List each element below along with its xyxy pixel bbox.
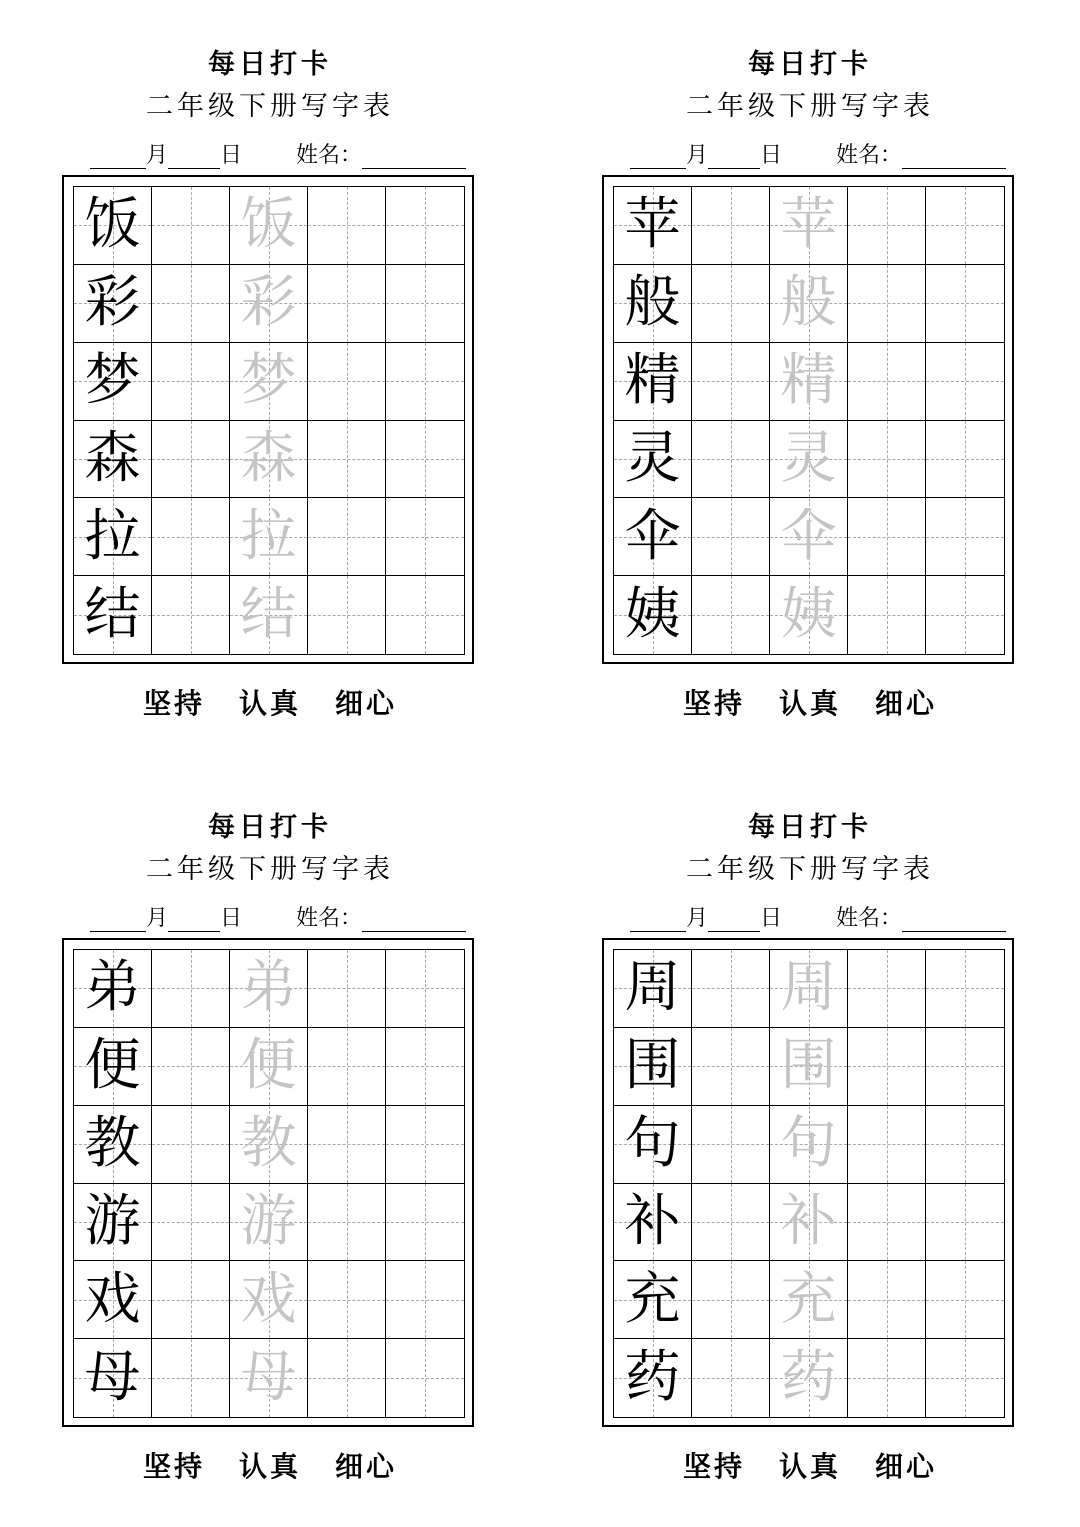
day-label: 日 xyxy=(760,143,783,168)
trace-character: 苹 xyxy=(780,192,837,258)
writing-cell[interactable] xyxy=(692,1184,770,1262)
name-blank[interactable] xyxy=(902,909,1006,932)
model-cell xyxy=(614,1106,692,1184)
trace-character: 药 xyxy=(780,1345,837,1411)
model-cell xyxy=(74,576,152,654)
trace-character: 游 xyxy=(240,1188,297,1254)
month-label: 月 xyxy=(146,143,169,168)
writing-cell[interactable] xyxy=(926,421,1004,499)
writing-cell[interactable] xyxy=(152,1184,230,1262)
writing-cell[interactable] xyxy=(308,498,386,576)
trace-character: 结 xyxy=(240,582,297,648)
writing-cell[interactable] xyxy=(386,1028,464,1106)
motto-item: 认真 xyxy=(778,687,841,720)
model-character: 苹 xyxy=(624,192,681,258)
trace-character: 教 xyxy=(240,1111,297,1177)
motto xyxy=(540,1445,1080,1485)
model-character: 补 xyxy=(624,1188,681,1254)
model-character: 姨 xyxy=(624,582,681,648)
writing-cell[interactable] xyxy=(308,1184,386,1262)
writing-cell[interactable] xyxy=(848,950,926,1028)
model-cell xyxy=(74,1106,152,1184)
model-character: 伞 xyxy=(624,503,681,569)
writing-cell[interactable] xyxy=(386,265,464,343)
model-cell xyxy=(74,343,152,421)
writing-cell[interactable] xyxy=(386,1106,464,1184)
writing-cell[interactable] xyxy=(926,950,1004,1028)
writing-cell[interactable] xyxy=(308,1261,386,1339)
model-character: 梦 xyxy=(84,348,141,414)
day-label: 日 xyxy=(760,906,783,931)
motto xyxy=(540,682,1080,722)
writing-cell[interactable] xyxy=(848,498,926,576)
model-cell xyxy=(74,187,152,265)
motto-item: 坚持 xyxy=(682,1450,745,1483)
card-title: 每日打卡 xyxy=(208,49,332,80)
trace-cell[interactable] xyxy=(770,576,848,654)
trace-character: 弟 xyxy=(240,955,297,1021)
writing-cell[interactable] xyxy=(848,576,926,654)
writing-cell[interactable] xyxy=(152,265,230,343)
model-cell xyxy=(74,1028,152,1106)
writing-cell[interactable] xyxy=(152,1028,230,1106)
practice-card-3 xyxy=(0,763,540,1526)
trace-character: 便 xyxy=(240,1033,297,1099)
card-subtitle: 二年级下册写字表 xyxy=(146,854,394,885)
motto-item: 细心 xyxy=(875,687,938,720)
writing-cell[interactable] xyxy=(152,1339,230,1417)
writing-cell[interactable] xyxy=(386,1184,464,1262)
month-blank[interactable] xyxy=(630,909,686,932)
writing-cell[interactable] xyxy=(308,265,386,343)
trace-character: 灵 xyxy=(780,425,837,491)
writing-cell[interactable] xyxy=(692,1261,770,1339)
trace-character: 伞 xyxy=(780,503,837,569)
day-blank[interactable] xyxy=(708,146,760,169)
model-character: 戏 xyxy=(84,1266,141,1332)
writing-cell[interactable] xyxy=(848,1184,926,1262)
writing-cell[interactable] xyxy=(926,498,1004,576)
writing-grid xyxy=(613,949,1005,1418)
model-cell xyxy=(614,343,692,421)
writing-cell[interactable] xyxy=(926,265,1004,343)
writing-cell[interactable] xyxy=(386,576,464,654)
model-cell xyxy=(614,265,692,343)
card-title: 每日打卡 xyxy=(748,49,872,80)
model-character: 彩 xyxy=(84,270,141,336)
motto-item: 坚持 xyxy=(682,687,745,720)
model-character: 精 xyxy=(624,348,681,414)
writing-cell[interactable] xyxy=(386,950,464,1028)
writing-cell[interactable] xyxy=(152,498,230,576)
month-label: 月 xyxy=(686,143,709,168)
writing-cell[interactable] xyxy=(152,421,230,499)
trace-cell[interactable] xyxy=(770,421,848,499)
card-subtitle: 二年级下册写字表 xyxy=(686,91,934,122)
trace-cell[interactable] xyxy=(230,1028,308,1106)
model-cell xyxy=(614,576,692,654)
motto-item: 细心 xyxy=(875,1450,938,1483)
motto-item: 认真 xyxy=(778,1450,841,1483)
card-title: 每日打卡 xyxy=(748,812,872,843)
writing-grid xyxy=(73,186,465,655)
writing-cell[interactable] xyxy=(308,1339,386,1417)
trace-character: 姨 xyxy=(780,582,837,648)
month-label: 月 xyxy=(146,906,169,931)
model-cell xyxy=(74,421,152,499)
model-character: 拉 xyxy=(84,503,141,569)
writing-cell[interactable] xyxy=(386,343,464,421)
writing-cell[interactable] xyxy=(848,1261,926,1339)
day-blank[interactable] xyxy=(168,146,220,169)
trace-cell[interactable] xyxy=(230,1106,308,1184)
model-cell xyxy=(74,265,152,343)
writing-grid xyxy=(613,186,1005,655)
trace-cell[interactable] xyxy=(770,1106,848,1184)
writing-cell[interactable] xyxy=(308,421,386,499)
writing-grid-frame xyxy=(62,938,474,1427)
writing-grid xyxy=(73,949,465,1418)
writing-cell[interactable] xyxy=(692,265,770,343)
model-character: 饭 xyxy=(84,192,141,258)
writing-cell[interactable] xyxy=(386,421,464,499)
trace-cell[interactable] xyxy=(770,265,848,343)
writing-cell[interactable] xyxy=(386,498,464,576)
motto-item: 认真 xyxy=(238,1450,301,1483)
trace-cell[interactable] xyxy=(770,1339,848,1417)
model-cell xyxy=(614,1261,692,1339)
trace-character: 戏 xyxy=(240,1266,297,1332)
trace-cell[interactable] xyxy=(770,950,848,1028)
trace-character: 句 xyxy=(780,1111,837,1177)
trace-cell[interactable] xyxy=(230,187,308,265)
trace-character: 森 xyxy=(240,425,297,491)
card-subtitle: 二年级下册写字表 xyxy=(146,91,394,122)
writing-cell[interactable] xyxy=(152,1261,230,1339)
writing-cell[interactable] xyxy=(152,1106,230,1184)
writing-grid-frame xyxy=(602,175,1014,664)
trace-cell[interactable] xyxy=(770,343,848,421)
writing-cell[interactable] xyxy=(692,950,770,1028)
date-name-line xyxy=(90,138,480,166)
writing-cell[interactable] xyxy=(848,421,926,499)
name-label: 姓名： xyxy=(836,143,903,168)
writing-cell[interactable] xyxy=(386,1261,464,1339)
name-label: 姓名： xyxy=(836,906,903,931)
motto-item: 认真 xyxy=(238,687,301,720)
writing-cell[interactable] xyxy=(692,498,770,576)
model-cell xyxy=(614,950,692,1028)
model-character: 充 xyxy=(624,1266,681,1332)
trace-cell[interactable] xyxy=(230,421,308,499)
writing-cell[interactable] xyxy=(152,950,230,1028)
trace-character: 梦 xyxy=(240,348,297,414)
model-character: 森 xyxy=(84,425,141,491)
trace-cell[interactable] xyxy=(770,1028,848,1106)
card-subtitle: 二年级下册写字表 xyxy=(686,854,934,885)
model-character: 结 xyxy=(84,582,141,648)
trace-character: 周 xyxy=(780,955,837,1021)
trace-cell[interactable] xyxy=(230,1184,308,1262)
model-character: 教 xyxy=(84,1111,141,1177)
day-label: 日 xyxy=(220,143,243,168)
writing-cell[interactable] xyxy=(926,1028,1004,1106)
writing-cell[interactable] xyxy=(308,1106,386,1184)
writing-cell[interactable] xyxy=(692,1106,770,1184)
model-character: 游 xyxy=(84,1188,141,1254)
writing-cell[interactable] xyxy=(152,576,230,654)
name-blank[interactable] xyxy=(362,146,466,169)
model-cell xyxy=(614,498,692,576)
day-label: 日 xyxy=(220,906,243,931)
day-blank[interactable] xyxy=(168,909,220,932)
model-cell xyxy=(614,1339,692,1417)
trace-cell[interactable] xyxy=(230,576,308,654)
name-blank[interactable] xyxy=(902,146,1006,169)
trace-cell[interactable] xyxy=(770,1261,848,1339)
writing-cell[interactable] xyxy=(692,576,770,654)
date-name-line xyxy=(630,138,1020,166)
writing-cell[interactable] xyxy=(308,343,386,421)
motto xyxy=(0,1445,540,1485)
model-cell xyxy=(74,1339,152,1417)
writing-cell[interactable] xyxy=(848,343,926,421)
model-character: 围 xyxy=(624,1033,681,1099)
practice-card-4 xyxy=(540,763,1080,1526)
writing-cell[interactable] xyxy=(692,1339,770,1417)
writing-cell[interactable] xyxy=(926,1339,1004,1417)
trace-cell[interactable] xyxy=(230,498,308,576)
motto-item: 坚持 xyxy=(142,687,205,720)
writing-cell[interactable] xyxy=(152,343,230,421)
motto-item: 细心 xyxy=(335,1450,398,1483)
trace-cell[interactable] xyxy=(770,187,848,265)
model-cell xyxy=(74,498,152,576)
writing-cell[interactable] xyxy=(848,187,926,265)
writing-cell[interactable] xyxy=(152,187,230,265)
model-character: 般 xyxy=(624,270,681,336)
practice-card-2 xyxy=(540,0,1080,763)
writing-grid-frame xyxy=(62,175,474,664)
trace-cell[interactable] xyxy=(230,1339,308,1417)
name-blank[interactable] xyxy=(362,909,466,932)
day-blank[interactable] xyxy=(708,909,760,932)
trace-character: 彩 xyxy=(240,270,297,336)
trace-cell[interactable] xyxy=(230,950,308,1028)
name-label: 姓名： xyxy=(296,906,363,931)
date-name-line xyxy=(630,901,1020,929)
model-character: 便 xyxy=(84,1033,141,1099)
trace-cell[interactable] xyxy=(230,1261,308,1339)
trace-character: 补 xyxy=(780,1188,837,1254)
trace-cell[interactable] xyxy=(230,343,308,421)
model-character: 药 xyxy=(624,1345,681,1411)
motto xyxy=(0,682,540,722)
writing-cell[interactable] xyxy=(692,421,770,499)
motto-item: 坚持 xyxy=(142,1450,205,1483)
trace-character: 围 xyxy=(780,1033,837,1099)
model-cell xyxy=(74,1184,152,1262)
month-label: 月 xyxy=(686,906,709,931)
trace-character: 充 xyxy=(780,1266,837,1332)
writing-cell[interactable] xyxy=(848,265,926,343)
trace-character: 拉 xyxy=(240,503,297,569)
writing-cell[interactable] xyxy=(926,1184,1004,1262)
writing-cell[interactable] xyxy=(848,1028,926,1106)
model-cell xyxy=(614,1184,692,1262)
writing-cell[interactable] xyxy=(848,1106,926,1184)
writing-cell[interactable] xyxy=(692,343,770,421)
writing-cell[interactable] xyxy=(308,1028,386,1106)
month-blank[interactable] xyxy=(630,146,686,169)
date-name-line xyxy=(90,901,480,929)
model-character: 句 xyxy=(624,1111,681,1177)
model-character: 灵 xyxy=(624,425,681,491)
writing-cell[interactable] xyxy=(386,1339,464,1417)
model-character: 母 xyxy=(84,1345,141,1411)
trace-cell[interactable] xyxy=(770,1184,848,1262)
trace-cell[interactable] xyxy=(230,265,308,343)
writing-cell[interactable] xyxy=(386,187,464,265)
writing-grid-frame xyxy=(602,938,1014,1427)
model-character: 周 xyxy=(624,955,681,1021)
writing-cell[interactable] xyxy=(308,187,386,265)
writing-cell[interactable] xyxy=(308,576,386,654)
month-blank[interactable] xyxy=(90,146,146,169)
writing-cell[interactable] xyxy=(926,1261,1004,1339)
model-cell xyxy=(614,421,692,499)
writing-cell[interactable] xyxy=(926,1106,1004,1184)
model-cell xyxy=(614,187,692,265)
card-title: 每日打卡 xyxy=(208,812,332,843)
trace-character: 母 xyxy=(240,1345,297,1411)
model-character: 弟 xyxy=(84,955,141,1021)
trace-character: 般 xyxy=(780,270,837,336)
trace-cell[interactable] xyxy=(770,498,848,576)
writing-cell[interactable] xyxy=(926,187,1004,265)
motto-item: 细心 xyxy=(335,687,398,720)
model-cell xyxy=(74,950,152,1028)
practice-card-1 xyxy=(0,0,540,763)
model-cell xyxy=(74,1261,152,1339)
model-cell xyxy=(614,1028,692,1106)
month-blank[interactable] xyxy=(90,909,146,932)
trace-character: 饭 xyxy=(240,192,297,258)
writing-cell[interactable] xyxy=(692,1028,770,1106)
trace-character: 精 xyxy=(780,348,837,414)
writing-cell[interactable] xyxy=(926,576,1004,654)
writing-cell[interactable] xyxy=(848,1339,926,1417)
name-label: 姓名： xyxy=(296,143,363,168)
writing-cell[interactable] xyxy=(308,950,386,1028)
writing-cell[interactable] xyxy=(926,343,1004,421)
writing-cell[interactable] xyxy=(692,187,770,265)
